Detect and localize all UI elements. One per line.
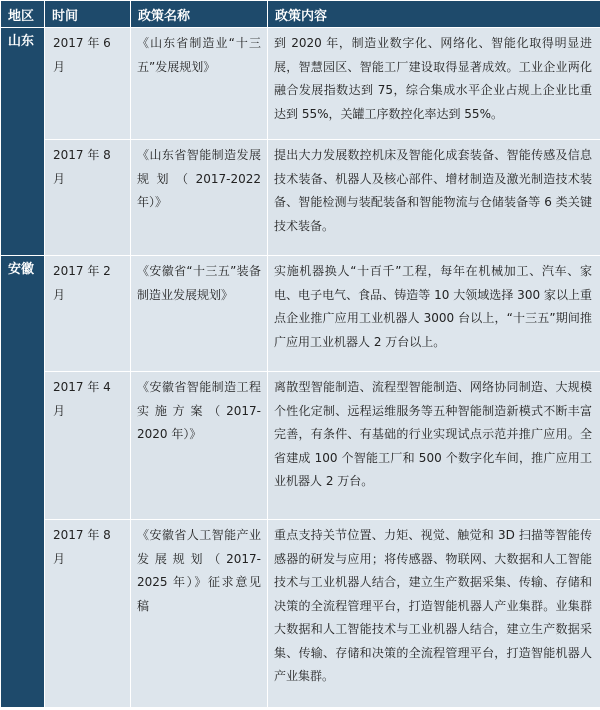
policy-content-cell: 到 2020 年，制造业数字化、网络化、智能化取得明显进展，智慧园区、智能工厂建设取得显著成效。工业企业两化融合发展指数达到 75，综合集成水平企业占规上企业比重达到 55%，关罐工序数控化率达到 55%。 — [268, 28, 600, 140]
table-row — [1, 520, 600, 708]
time-cell: 2017 年 4 月 — [45, 372, 131, 520]
time-cell: 2017 年 8 月 — [45, 520, 131, 708]
policy-content-cell: 离散型智能制造、流程型智能制造、网络协同制造、大规模个性化定制、远程运维服务等五种智能制造新模式不断丰富完善，有条件、有基础的行业实现试点示范并推广应用。全省建成 100 个智能工厂和 500 个数字化车间，推广应用工业机器人 2 万台。 — [268, 372, 600, 520]
table-row — [1, 256, 600, 372]
time-cell: 2017 年 8 月 — [45, 140, 131, 256]
table-row — [1, 28, 600, 140]
region-cell-anhui: 安徽 — [1, 256, 45, 708]
table-row — [1, 372, 600, 520]
policy-name-cell: 《安徽省智能制造工程实施方案（2017-2020 年）》 — [131, 372, 268, 520]
time-cell: 2017 年 6 月 — [45, 28, 131, 140]
header-policy-content: 政策内容 — [268, 1, 600, 28]
policy-name-cell: 《山东省制造业“十三五”发展规划》 — [131, 28, 268, 140]
header-region: 地区 — [1, 1, 45, 28]
header-row — [1, 1, 600, 28]
policy-name-cell: 《山东省智能制造发展规划（2017-2022 年）》 — [131, 140, 268, 256]
header-policy-name: 政策名称 — [131, 1, 268, 28]
table-row — [1, 140, 600, 256]
policy-content-cell: 实施机器换人“十百千”工程，每年在机械加工、汽车、家电、电子电气、食品、铸造等 10 大领域选择 300 家以上重点企业推广应用工业机器人 3000 台以上，“十三五”期间推广应用工业机器人 2 万台以上。 — [268, 256, 600, 372]
policy-name-cell: 《安徽省人工智能产业发展规划（2017-2025 年）》征求意见稿 — [131, 520, 268, 708]
time-cell: 2017 年 2 月 — [45, 256, 131, 372]
policy-content-cell: 重点支持关节位置、力矩、视觉、触觉和 3D 扫描等智能传感器的研发与应用；将传感器、物联网、大数据和人工智能技术与工业机器人结合，建立生产数据采集、传输、存储和决策的全流程管理平台，打造智能机器人产业集群。业集群大数据和人工智能技术与工业机器人结合，建立生产数据采集、传输、存储和决策的全流程管理平台，打造智能机器人产业集群。 — [268, 520, 600, 708]
header-time: 时间 — [45, 1, 131, 28]
policy-name-cell: 《安徽省“十三五”装备制造业发展规划》 — [131, 256, 268, 372]
region-cell-shandong: 山东 — [1, 28, 45, 256]
policy-content-cell: 提出大力发展数控机床及智能化成套装备、智能传感及信息技术装备、机器人及核心部件、增材制造及激光制造技术装备、智能检测与装配装备和智能物流与仓储装备等 6 类关键技术装备。 — [268, 140, 600, 256]
